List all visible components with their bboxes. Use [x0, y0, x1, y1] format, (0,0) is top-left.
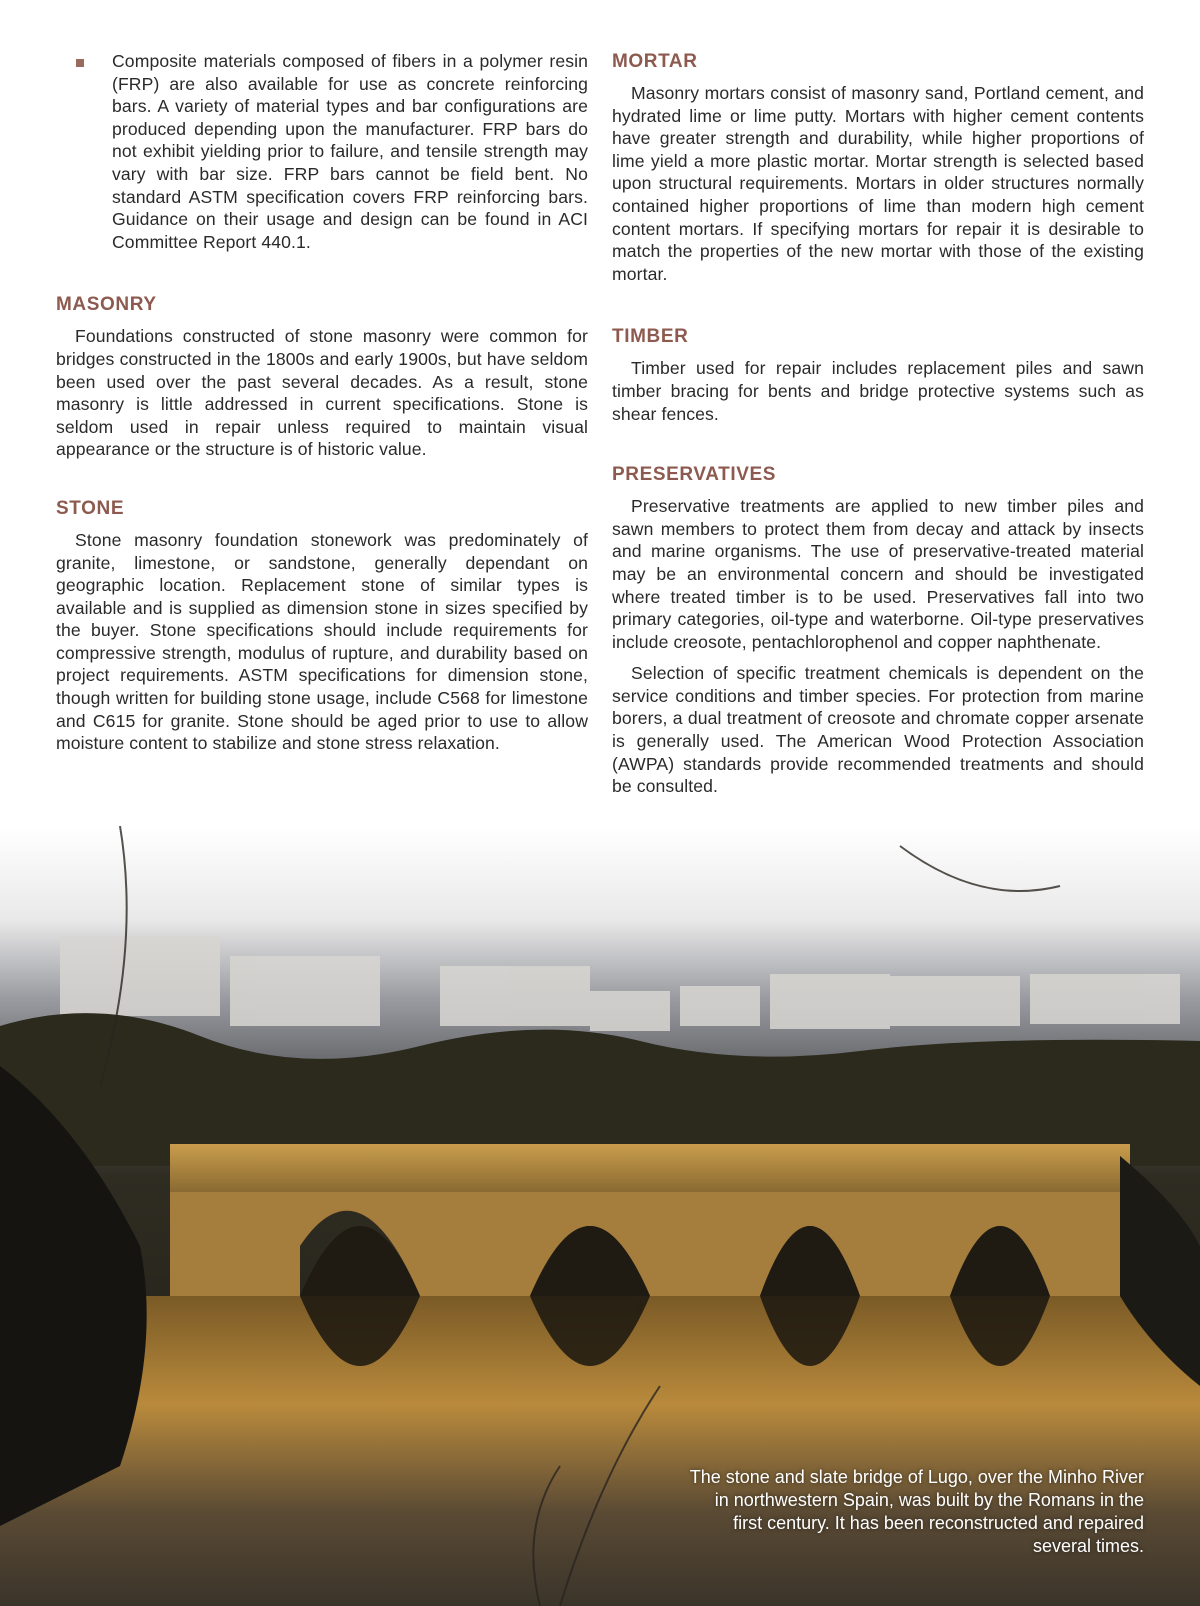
mortar-heading: MORTAR — [612, 51, 698, 72]
bridge-photo — [0, 826, 1200, 1606]
timber-heading: TIMBER — [612, 326, 689, 348]
frp-bullet-item — [56, 50, 588, 253]
masonry-heading: MASONRY — [56, 294, 157, 316]
mortar-body: Masonry mortars consist of masonry sand, Portland cement, and hydrated lime or lime putty. Mortars with higher cement contents have greater strength and durability, while higher proportions of lime yield a more plastic mortar. Mortar strength is selected based upon structural requirements. Mortars in older structures normally contained higher proportions of lime than modern high cement content mortars. If specifying mortars for repair it is desirable to match the properties of the new mortar with those of the existing mortar. — [612, 83, 1144, 284]
square-bullet-icon — [76, 59, 84, 67]
right-column — [612, 50, 1144, 798]
left-column — [56, 50, 588, 755]
preservatives-body-2: Selection of specific treatment chemicals is dependent on the service conditions and timber species. For protection from marine borers, a dual treatment of creosote and chromate copper arsenate is generally used. The American Wood Protection Association (AWPA) standards provide recommended treatments and should be consulted. — [612, 663, 1144, 797]
photo-caption: The stone and slate bridge of Lugo, over the Minho River in northwestern Spain, was built by the Romans in the first century. It has been reconstructed and repaired several times. — [689, 1467, 1144, 1556]
stone-body: Stone masonry foundation stonework was predominately of granite, limestone, or sandstone, generally dependant on geographic location. Replacement stone of similar types is available and is supplied as dimension stone in sizes specified by the buyer. Stone specifications should include requirements for compressive strength, modulus of rupture, and durability based on project requirements. ASTM specifications for dimension stone, though written for building stone usage, include C568 for limestone and C615 for granite. Stone should be aged prior to use to allow moisture content to stabilize and stone stress relaxation. — [56, 529, 588, 754]
stone-heading: STONE — [56, 497, 125, 519]
preservatives-heading: PRESERVATIVES — [612, 464, 777, 486]
preservatives-body-1: Preservative treatments are applied to new timber piles and sawn members to protect them from decay and attack by insects and marine organisms. The use of preservative-treated material may be an environmental concern and should be investigated where treated timber is to be used. Preservatives fall into two primary categories, oil-type and waterborne. Oil-type preservatives include creosote, pentachlorophenol and copper naphthenate. — [612, 496, 1144, 652]
frp-bullet-text: Composite materials composed of fibers in a polymer resin (FRP) are also available for use as concrete reinforcing bars. A variety of material types and bar configurations are produced depending upon the manufacturer. FRP bars do not exhibit yielding prior to failure, and tensile strength may vary with bar size. FRP bars cannot be field bent. No standard ASTM specification covers FRP reinforcing bars. Guidance on their usage and design can be found in ACI Committee Report 440.1. — [112, 51, 588, 252]
timber-body: Timber used for repair includes replacement piles and sawn timber bracing for bents and bridge protective systems such as shear fences. — [612, 358, 1144, 424]
masonry-body: Foundations constructed of stone masonry were common for bridges constructed in the 1800s and early 1900s, but have seldom been used over the past several decades. As a result, stone masonry is little addressed in current specifications. Stone is seldom used in repair unless required to maintain visual appearance or the structure is of historic value. — [56, 326, 588, 460]
